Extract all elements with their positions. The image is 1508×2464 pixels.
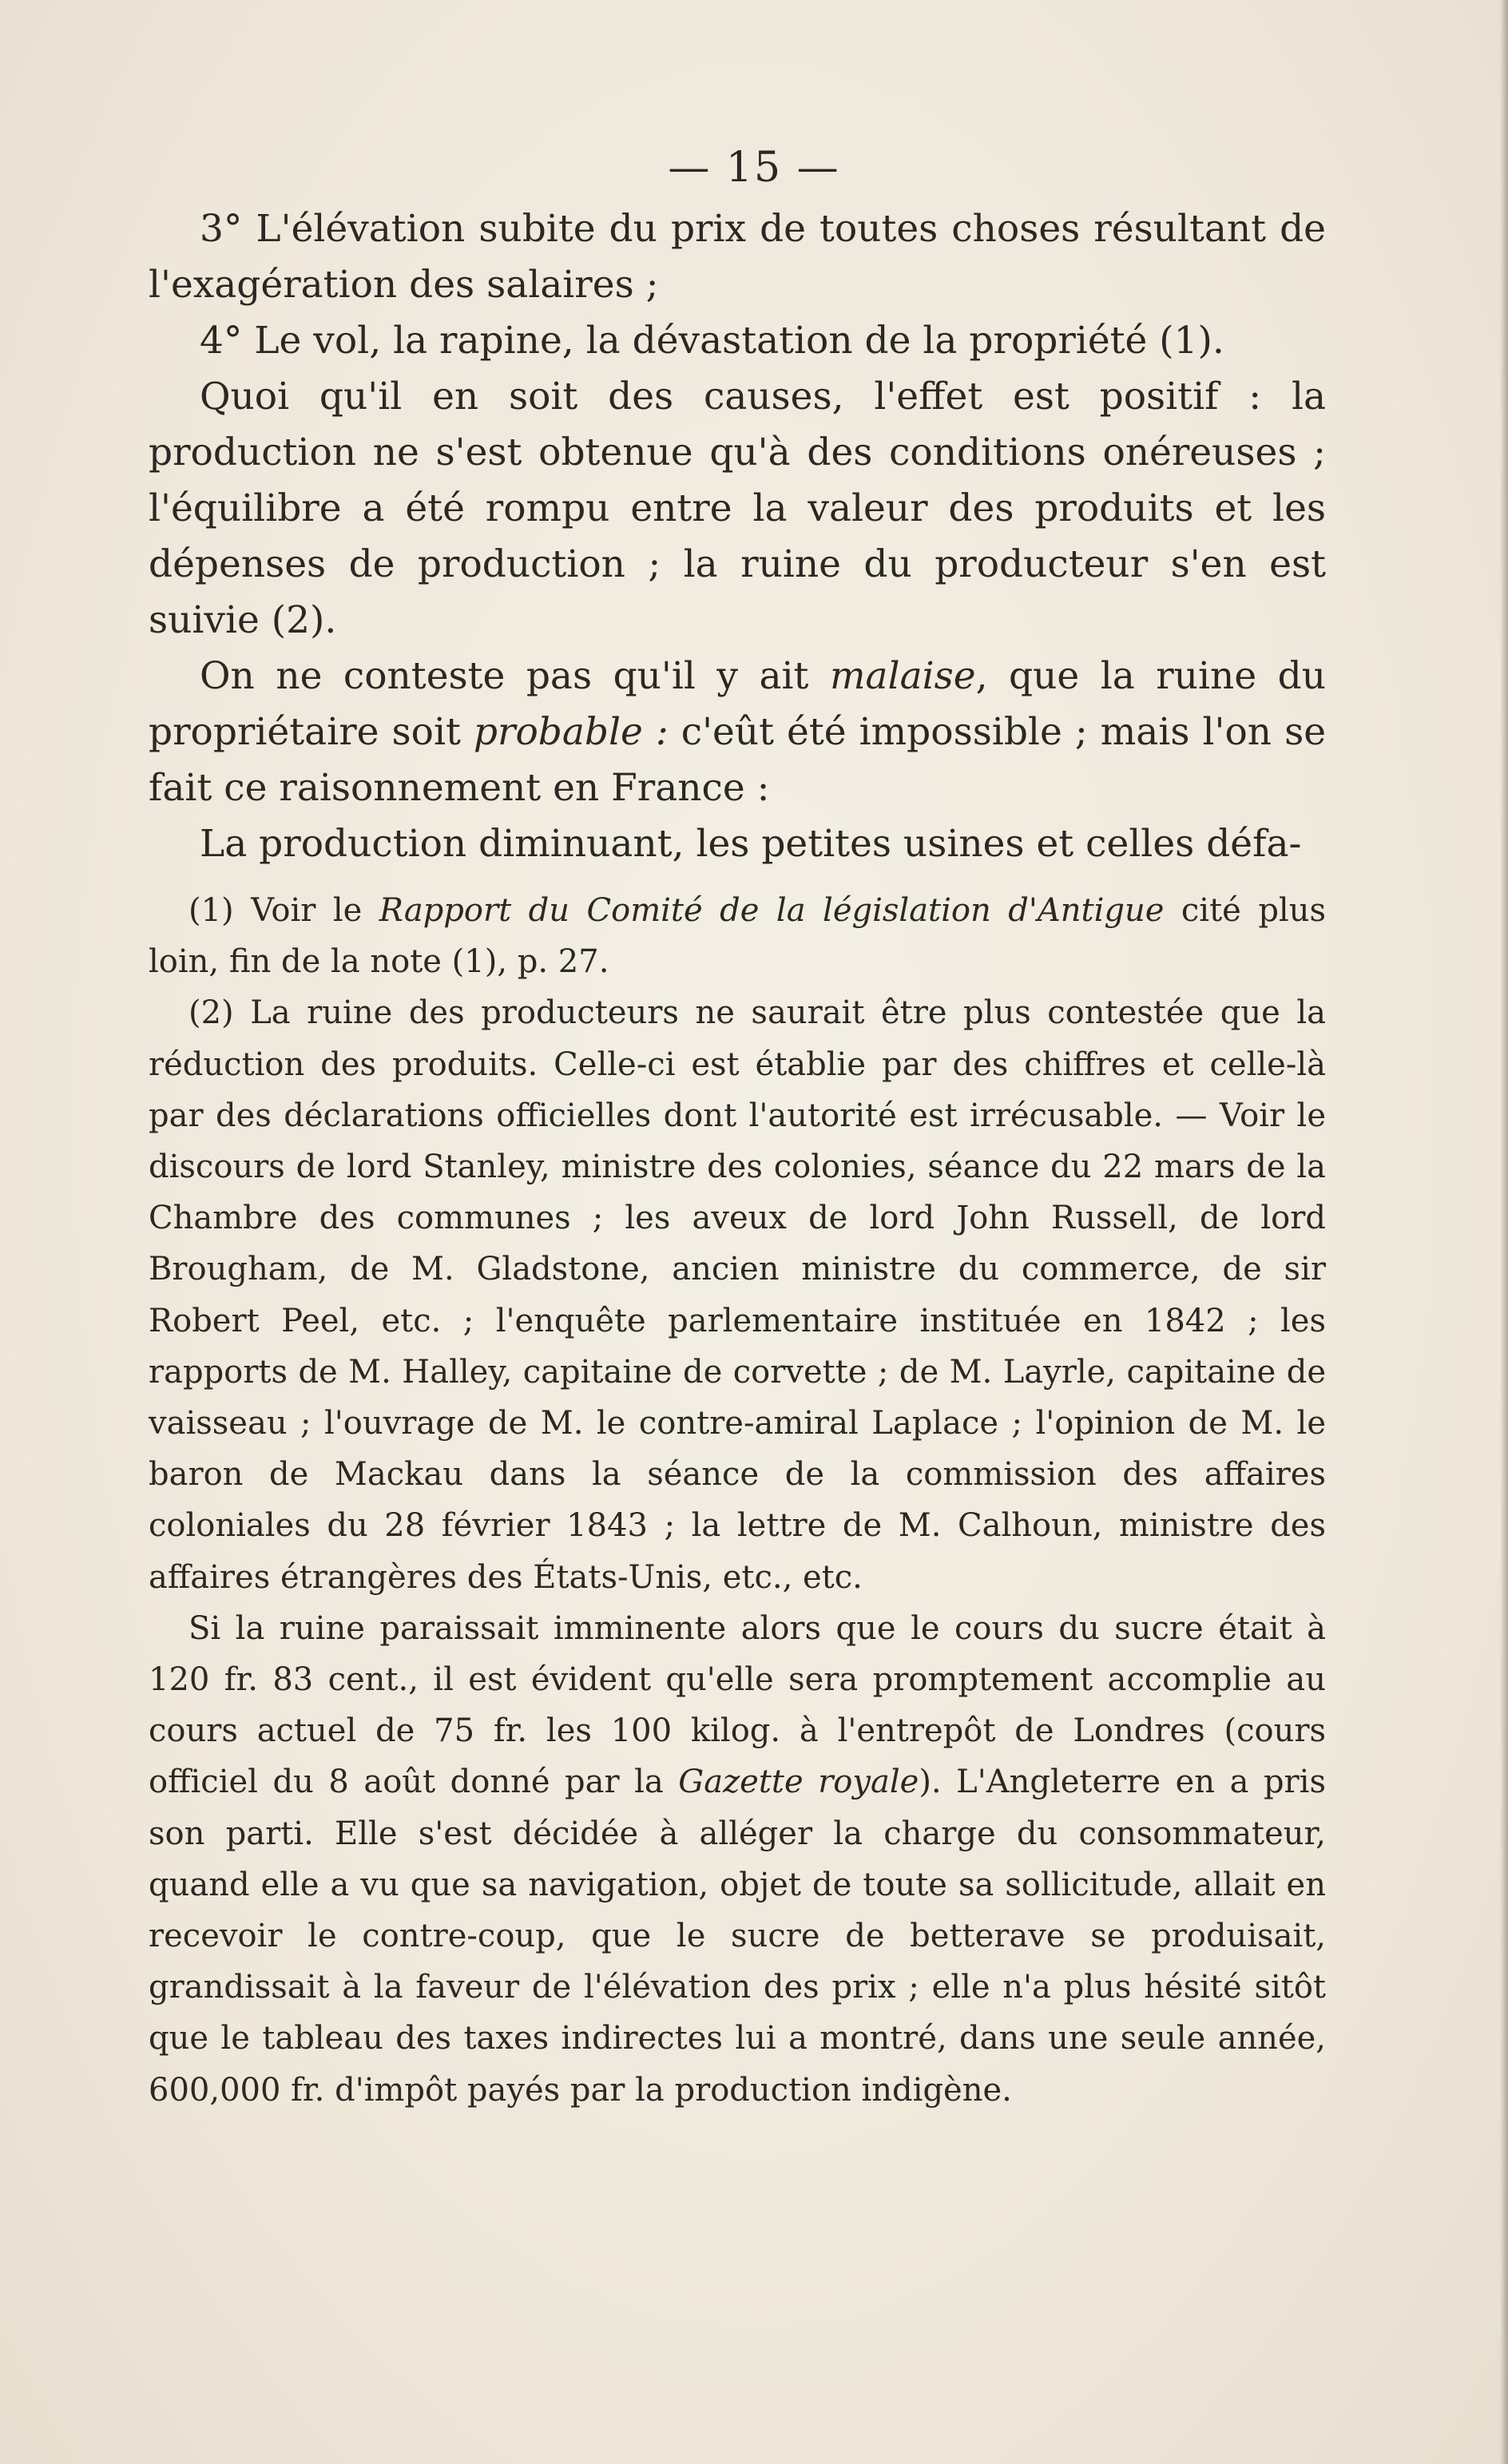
footnotes xyxy=(149,885,1326,2116)
footnote-1 xyxy=(149,885,1326,987)
paragraph-production: La production diminuant, les petites usines et celles défa- xyxy=(200,822,1302,866)
italic-rapport-title: Rapport du Comité de la législation d'Antigue xyxy=(379,892,1165,929)
paragraph-causes: Quoi qu'il en soit des causes, l'effet est positif : la production ne s'est obtenue qu'à des conditions onéreuses ; l'équilibre a été rompu entre la valeur des produits et les dépenses de production ; la ruine du producteur s'en est suivie (2). xyxy=(149,375,1326,642)
footnote-2: (2) La ruine des producteurs ne saurait être plus contestée que la réduction des produits. Celle-ci est établie par des chiffres et celle-là par des déclarations officielles dont l'autorité est irrécusable. — Voir le discours de lord Stanley, ministre des colonies, séance du 22 mars de la Chambre des communes ; les aveux de lord John Russell, de lord Brougham, de M. Gladstone, ancien ministre du commerce, de sir Robert Peel, etc. ; l'enquête parlementaire instituée en 1842 ; les rapports de M. Halley, capitaine de corvette ; de M. Layrle, capitaine de vaisseau ; l'ouvrage de M. le contre-amiral Laplace ; l'opinion de M. le baron de Mackau dans la séance de la commission des affaires coloniales du 28 février 1843 ; la lettre de M. Calhoun, ministre des affaires étrangères des États-Unis, etc., etc. xyxy=(149,994,1326,1596)
paragraph-malaise xyxy=(149,649,1326,816)
paragraph-item-4: 4° Le vol, la rapine, la dévastation de la propriété (1). xyxy=(200,319,1224,363)
italic-probable: probable : xyxy=(473,710,669,754)
text-run: On ne conteste pas qu'il y ait xyxy=(200,654,830,698)
italic-gazette-royale: Gazette royale xyxy=(678,1764,919,1801)
page-edge-shadow xyxy=(1500,0,1508,2464)
text-run: c'eût été impossible ; mais l'on se fait ce raisonnement en France : xyxy=(149,710,1327,810)
text-run: , que la ruine du propriétaire soit xyxy=(149,654,1327,754)
text-run: (1) Voir le xyxy=(188,892,379,929)
page-number: — 15 — xyxy=(668,144,840,192)
paragraph-item-3: 3° L'élévation subite du prix de toutes choses résultant de l'exagération des salaires ; xyxy=(149,207,1326,307)
footnote-2-continued xyxy=(149,1603,1326,2116)
text-run: cité plus loin, fin de la note (1), p. 27. xyxy=(149,892,1327,981)
text-run: ). L'Angleterre en a pris son parti. Elle s'est décidée à alléger la charge du consommateur, quand elle a vu que sa navigation, objet de toute sa sollicitude, allait en recevoir le contre-coup, que le sucre de betterave se produisait, grandissait à la faveur de l'élévation des prix ; elle n'a plus hésité sitôt que le tableau des taxes indirectes lui a montré, dans une seule année, 600,000 fr. d'impôt payés par la production indigène. xyxy=(149,1764,1326,2109)
text-run: Si la ruine paraissait imminente alors que le cours du sucre était à 120 fr. 83 cent., il est évident qu'elle sera promptement accomplie au cours actuel de 75 fr. les 100 kilog. à l'entrepôt de Londres (cours officiel du 8 août donné par la xyxy=(149,1609,1326,1801)
italic-malaise: malaise xyxy=(829,654,976,698)
main-text xyxy=(149,201,1326,872)
